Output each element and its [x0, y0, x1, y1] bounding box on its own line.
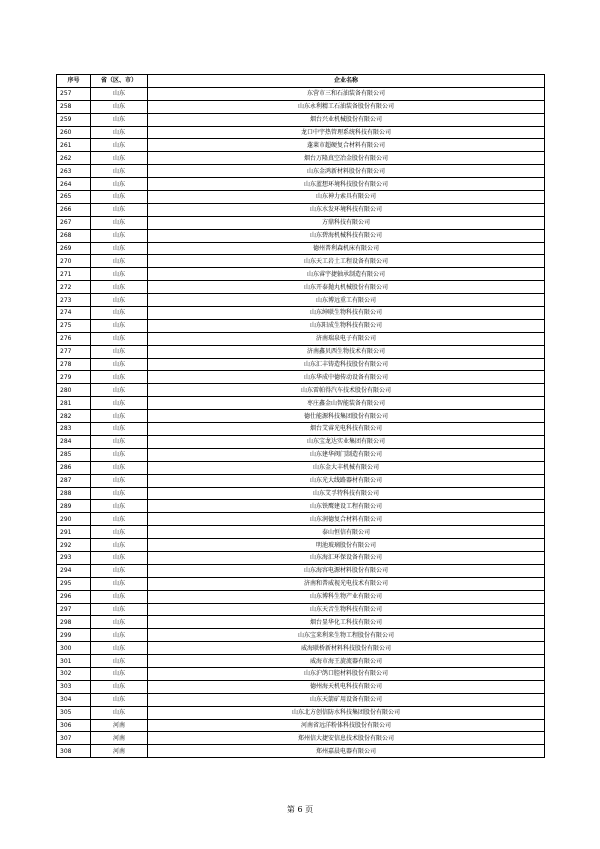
row-province: 山东: [91, 371, 148, 384]
row-province: 河南: [91, 719, 148, 732]
table-row: [57, 577, 545, 590]
row-province: 山东: [91, 87, 148, 100]
table-row: [57, 423, 545, 436]
row-index: 300: [57, 642, 91, 655]
row-province: 山东: [91, 242, 148, 255]
table-row: [57, 242, 545, 255]
row-company: 山东润德复合材料有限公司: [148, 513, 545, 526]
row-index: 266: [57, 203, 91, 216]
row-province: 山东: [91, 281, 148, 294]
row-province: 山东: [91, 410, 148, 423]
row-company: 山东天工岩土工程设备有限公司: [148, 255, 545, 268]
table-row: [57, 410, 545, 423]
row-province: 山东: [91, 564, 148, 577]
table-header-row: [57, 75, 545, 88]
row-index: 272: [57, 281, 91, 294]
row-index: 268: [57, 229, 91, 242]
row-index: 270: [57, 255, 91, 268]
row-province: 河南: [91, 745, 148, 758]
table-row: [57, 152, 545, 165]
row-company: 郑州嘉晨电器有限公司: [148, 745, 545, 758]
row-company: 济南和普威视光电技术有限公司: [148, 577, 545, 590]
row-province: 山东: [91, 680, 148, 693]
row-company: 山东海容电源材料股份有限公司: [148, 564, 545, 577]
enterprise-table: [56, 74, 545, 758]
row-company: 山东水发环境科技有限公司: [148, 203, 545, 216]
table-row: [57, 126, 545, 139]
row-company: 山东华成中德传动设备有限公司: [148, 371, 545, 384]
row-index: 278: [57, 358, 91, 371]
row-province: 河南: [91, 732, 148, 745]
table-row: [57, 461, 545, 474]
table-row: [57, 100, 545, 113]
row-index: 284: [57, 435, 91, 448]
row-company: 山东铁鹰建设工程有限公司: [148, 500, 545, 513]
row-province: 山东: [91, 603, 148, 616]
row-province: 山东: [91, 655, 148, 668]
table-row: [57, 745, 545, 758]
row-province: 山东: [91, 203, 148, 216]
row-index: 296: [57, 590, 91, 603]
row-index: 306: [57, 719, 91, 732]
row-province: 山东: [91, 474, 148, 487]
row-province: 山东: [91, 693, 148, 706]
row-company: 德州海天机电科技有限公司: [148, 680, 545, 693]
row-province: 山东: [91, 126, 148, 139]
row-index: 262: [57, 152, 91, 165]
table-row: [57, 435, 545, 448]
row-index: 273: [57, 294, 91, 307]
table-row: [57, 371, 545, 384]
table-row: [57, 732, 545, 745]
table-row: [57, 616, 545, 629]
row-index: 286: [57, 461, 91, 474]
row-index: 307: [57, 732, 91, 745]
row-index: 277: [57, 345, 91, 358]
row-index: 285: [57, 448, 91, 461]
row-company: 山东天箭矿用设备有限公司: [148, 693, 545, 706]
header-company: 企业名称: [148, 75, 545, 88]
table-row: [57, 268, 545, 281]
row-index: 257: [57, 87, 91, 100]
row-province: 山东: [91, 178, 148, 191]
table-row: [57, 564, 545, 577]
row-company: 郑州信大捷安信息技术股份有限公司: [148, 732, 545, 745]
row-company: 烟台艾睿光电科技有限公司: [148, 423, 545, 436]
row-index: 304: [57, 693, 91, 706]
row-company: 泰山恒信有限公司: [148, 526, 545, 539]
row-index: 292: [57, 539, 91, 552]
row-province: 山东: [91, 539, 148, 552]
table-row: [57, 229, 545, 242]
row-province: 山东: [91, 165, 148, 178]
row-company: 山东阳成生物科技有限公司: [148, 319, 545, 332]
table-row: [57, 706, 545, 719]
header-index: 序号: [57, 75, 91, 88]
table-row: [57, 294, 545, 307]
row-province: 山东: [91, 526, 148, 539]
row-index: 299: [57, 629, 91, 642]
row-index: 289: [57, 500, 91, 513]
row-index: 260: [57, 126, 91, 139]
row-province: 山东: [91, 435, 148, 448]
row-index: 274: [57, 307, 91, 320]
row-province: 山东: [91, 667, 148, 680]
row-province: 山东: [91, 191, 148, 204]
table-row: [57, 526, 545, 539]
row-index: 303: [57, 680, 91, 693]
row-province: 山东: [91, 358, 148, 371]
row-index: 283: [57, 423, 91, 436]
row-index: 263: [57, 165, 91, 178]
row-province: 山东: [91, 513, 148, 526]
row-province: 山东: [91, 229, 148, 242]
table-row: [57, 255, 545, 268]
row-province: 山东: [91, 307, 148, 320]
row-index: 298: [57, 616, 91, 629]
row-company: 山东绅联生物科技有限公司: [148, 307, 545, 320]
row-index: 259: [57, 113, 91, 126]
row-index: 282: [57, 410, 91, 423]
row-index: 261: [57, 139, 91, 152]
row-province: 山东: [91, 139, 148, 152]
row-company: 蓬莱市超硬复合材料有限公司: [148, 139, 545, 152]
row-company: 烟台兴业机械股份有限公司: [148, 113, 545, 126]
page-number: 第 6 页: [286, 805, 314, 814]
row-company: 山东光大线路器材有限公司: [148, 474, 545, 487]
row-index: 275: [57, 319, 91, 332]
row-index: 258: [57, 100, 91, 113]
table-row: [57, 448, 545, 461]
header-province: 省（区、市）: [91, 75, 148, 88]
row-company: 山东开泰抛丸机械股份有限公司: [148, 281, 545, 294]
row-index: 293: [57, 551, 91, 564]
row-province: 山东: [91, 706, 148, 719]
table-row: [57, 500, 545, 513]
row-index: 281: [57, 397, 91, 410]
row-index: 287: [57, 474, 91, 487]
row-company: 烟台显华化工科技有限公司: [148, 616, 545, 629]
row-company: 山东博科生物产业有限公司: [148, 590, 545, 603]
row-province: 山东: [91, 216, 148, 229]
table-row: [57, 603, 545, 616]
row-province: 山东: [91, 255, 148, 268]
row-company: 枣庄鑫金山智能装备有限公司: [148, 397, 545, 410]
row-province: 山东: [91, 461, 148, 474]
row-company: 烟台万隆真空冶金股份有限公司: [148, 152, 545, 165]
row-company: 山东汇丰铸造科技股份有限公司: [148, 358, 545, 371]
table-row: [57, 693, 545, 706]
table-row: [57, 384, 545, 397]
row-index: 265: [57, 191, 91, 204]
row-company: 龙口中宇热管理系统科技有限公司: [148, 126, 545, 139]
row-company: 济南瑞泉电子有限公司: [148, 332, 545, 345]
row-index: 269: [57, 242, 91, 255]
row-province: 山东: [91, 577, 148, 590]
table-row: [57, 680, 545, 693]
table-row: [57, 165, 545, 178]
row-index: 302: [57, 667, 91, 680]
row-company: 山东宝龙达实业集团有限公司: [148, 435, 545, 448]
row-company: 山东博远重工有限公司: [148, 294, 545, 307]
row-province: 山东: [91, 100, 148, 113]
row-company: 山东艾孚特科技有限公司: [148, 487, 545, 500]
row-company: 山东北方创信防水科技集团股份有限公司: [148, 706, 545, 719]
table-row: [57, 307, 545, 320]
row-index: 291: [57, 526, 91, 539]
row-company: 方鼎科技有限公司: [148, 216, 545, 229]
row-company: 山东碧海机械科技有限公司: [148, 229, 545, 242]
table-row: [57, 629, 545, 642]
row-index: 295: [57, 577, 91, 590]
row-province: 山东: [91, 616, 148, 629]
row-company: 威海联桥新材料科技股份有限公司: [148, 642, 545, 655]
row-company: 山东金大丰机械有限公司: [148, 461, 545, 474]
row-index: 290: [57, 513, 91, 526]
table-row: [57, 281, 545, 294]
table-row: [57, 113, 545, 126]
table-row: [57, 719, 545, 732]
row-company: 山东建华阀门制造有限公司: [148, 448, 545, 461]
row-company: 威海市海王旋流器有限公司: [148, 655, 545, 668]
table-row: [57, 203, 545, 216]
row-province: 山东: [91, 642, 148, 655]
row-company: 明池玻璃股份有限公司: [148, 539, 545, 552]
row-index: 305: [57, 706, 91, 719]
row-company: 山东雷帕得汽车技术股份有限公司: [148, 384, 545, 397]
row-company: 山东海汇环保设备有限公司: [148, 551, 545, 564]
table-row: [57, 216, 545, 229]
table-row: [57, 191, 545, 204]
row-company: 山东神力索具有限公司: [148, 191, 545, 204]
table-row: [57, 474, 545, 487]
table-row: [57, 139, 545, 152]
row-province: 山东: [91, 345, 148, 358]
row-company: 德州普利森机床有限公司: [148, 242, 545, 255]
table-row: [57, 358, 545, 371]
row-company: 山东金鸿新材料股份有限公司: [148, 165, 545, 178]
row-index: 264: [57, 178, 91, 191]
row-company: 山东宝来利来生物工程股份有限公司: [148, 629, 545, 642]
row-index: 297: [57, 603, 91, 616]
table-row: [57, 397, 545, 410]
row-index: 267: [57, 216, 91, 229]
table-row: [57, 513, 545, 526]
row-index: 279: [57, 371, 91, 384]
table-row: [57, 487, 545, 500]
row-company: 东营市三和石油装备有限公司: [148, 87, 545, 100]
row-province: 山东: [91, 152, 148, 165]
row-province: 山东: [91, 629, 148, 642]
row-index: 271: [57, 268, 91, 281]
table-row: [57, 667, 545, 680]
row-index: 294: [57, 564, 91, 577]
row-company: 河南省远洋粉体科技股份有限公司: [148, 719, 545, 732]
table-row: [57, 319, 545, 332]
row-index: 308: [57, 745, 91, 758]
row-company: 山东睿宇捷轴承制造有限公司: [148, 268, 545, 281]
row-index: 280: [57, 384, 91, 397]
row-province: 山东: [91, 384, 148, 397]
row-province: 山东: [91, 319, 148, 332]
table-row: [57, 551, 545, 564]
row-province: 山东: [91, 113, 148, 126]
row-company: 山东永利精工石油装备股份有限公司: [148, 100, 545, 113]
table-row: [57, 345, 545, 358]
table-row: [57, 87, 545, 100]
table-row: [57, 590, 545, 603]
row-province: 山东: [91, 551, 148, 564]
row-province: 山东: [91, 397, 148, 410]
row-province: 山东: [91, 487, 148, 500]
row-company: 山东蓝想环境科技股份有限公司: [148, 178, 545, 191]
row-company: 德仕能源科技集团股份有限公司: [148, 410, 545, 423]
table-row: [57, 655, 545, 668]
table-row: [57, 539, 545, 552]
row-index: 288: [57, 487, 91, 500]
row-province: 山东: [91, 500, 148, 513]
row-province: 山东: [91, 294, 148, 307]
row-province: 山东: [91, 268, 148, 281]
table-row: [57, 178, 545, 191]
row-company: 山东天音生物科技有限公司: [148, 603, 545, 616]
row-index: 276: [57, 332, 91, 345]
row-index: 301: [57, 655, 91, 668]
row-company: 山东沪鸽口腔材料股份有限公司: [148, 667, 545, 680]
row-province: 山东: [91, 448, 148, 461]
table-row: [57, 332, 545, 345]
row-province: 山东: [91, 590, 148, 603]
table-row: [57, 642, 545, 655]
row-province: 山东: [91, 423, 148, 436]
row-province: 山东: [91, 332, 148, 345]
row-company: 济南鑫贝西生物技术有限公司: [148, 345, 545, 358]
